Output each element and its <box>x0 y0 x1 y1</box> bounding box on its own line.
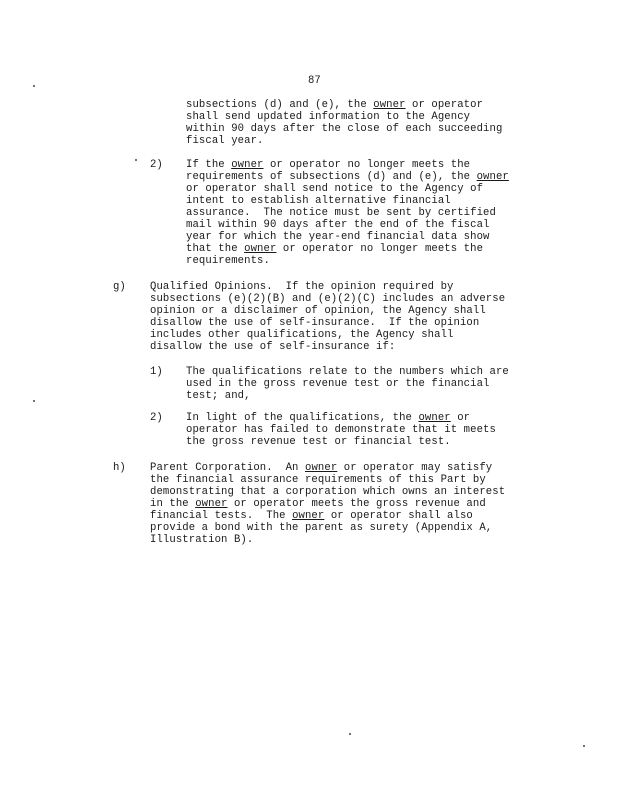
text-line: financial tests. The owner or operator shall also <box>150 510 473 522</box>
text-line: the gross revenue test or financial test. <box>186 436 451 448</box>
text-line: within 90 days after the close of each succeeding <box>186 123 503 135</box>
text-line: subsections (d) and (e), the owner or operator <box>186 99 484 111</box>
text-line: Parent Corporation. An owner or operator may satisfy <box>150 462 493 474</box>
scan-speck <box>583 745 585 747</box>
text-line: operator has failed to demonstrate that it meets <box>186 424 496 436</box>
text-line: If the owner or operator no longer meets the <box>186 159 471 171</box>
scan-speck <box>135 159 137 161</box>
text-line: assurance. The notice must be sent by certified <box>186 207 496 219</box>
underlined-term: owner <box>195 498 228 510</box>
item-2-paragraph <box>186 159 509 267</box>
scan-speck <box>33 400 35 402</box>
text-line: in the owner or operator meets the gross revenue and <box>150 498 486 510</box>
text-line: year for which the year-end financial data show <box>186 231 490 243</box>
underlined-term: owner <box>231 159 264 171</box>
continuation-paragraph <box>186 99 502 147</box>
text-line: intent to establish alternative financial <box>186 195 451 207</box>
text-line: requirements. <box>186 255 270 267</box>
underlined-term: owner <box>244 243 277 255</box>
text-line: disallow the use of self-insurance if: <box>150 341 396 353</box>
text-line: Qualified Opinions. If the opinion required by <box>150 281 454 293</box>
item-2-marker: 2) <box>150 159 163 171</box>
text-line: shall send updated information to the Agency <box>186 111 471 123</box>
text-line: Illustration B). <box>150 534 254 546</box>
text-line: provide a bond with the parent as surety (Appendix A, <box>150 522 493 534</box>
text-line: disallow the use of self-insurance. If the opinion <box>150 317 480 329</box>
underlined-term: owner <box>476 171 509 183</box>
section-g-item-1-marker: 1) <box>150 366 163 378</box>
text-line: opinion or a disclaimer of opinion, the Agency shall <box>150 305 486 317</box>
section-g-item-1-paragraph <box>186 366 509 402</box>
section-h-marker: h) <box>113 462 126 474</box>
underlined-term: owner <box>373 99 406 111</box>
scan-speck <box>349 733 351 735</box>
page-number: 87 <box>308 75 321 87</box>
text-line: subsections (e)(2)(B) and (e)(2)(C) includes an adverse <box>150 293 506 305</box>
section-h-paragraph <box>150 462 505 546</box>
text-line: demonstrating that a corporation which owns an interest <box>150 486 506 498</box>
text-line: that the owner or operator no longer meets the <box>186 243 484 255</box>
underlined-term: owner <box>418 412 451 424</box>
text-line: the financial assurance requirements of this Part by <box>150 474 486 486</box>
underlined-term: owner <box>304 462 338 474</box>
text-line: mail within 90 days after the end of the fiscal <box>186 219 490 231</box>
text-line: requirements of subsections (d) and (e), the owner <box>186 171 509 183</box>
text-line: The qualifications relate to the numbers which are <box>186 366 509 378</box>
text-line: used in the gross revenue test or the financial <box>186 378 490 390</box>
section-g-item-2-marker: 2) <box>150 412 163 424</box>
section-g-item-2-paragraph <box>186 412 496 448</box>
underlined-term: owner <box>292 510 325 522</box>
text-line: fiscal year. <box>186 135 264 147</box>
section-g-paragraph <box>150 281 505 353</box>
scan-speck <box>33 85 35 87</box>
text-line: or operator shall send notice to the Agency of <box>186 183 484 195</box>
text-line: includes other qualifications, the Agency shall <box>150 329 454 341</box>
text-line: test; and, <box>186 390 251 402</box>
text-line: In light of the qualifications, the owner or <box>186 412 471 424</box>
section-g-marker: g) <box>113 281 126 293</box>
